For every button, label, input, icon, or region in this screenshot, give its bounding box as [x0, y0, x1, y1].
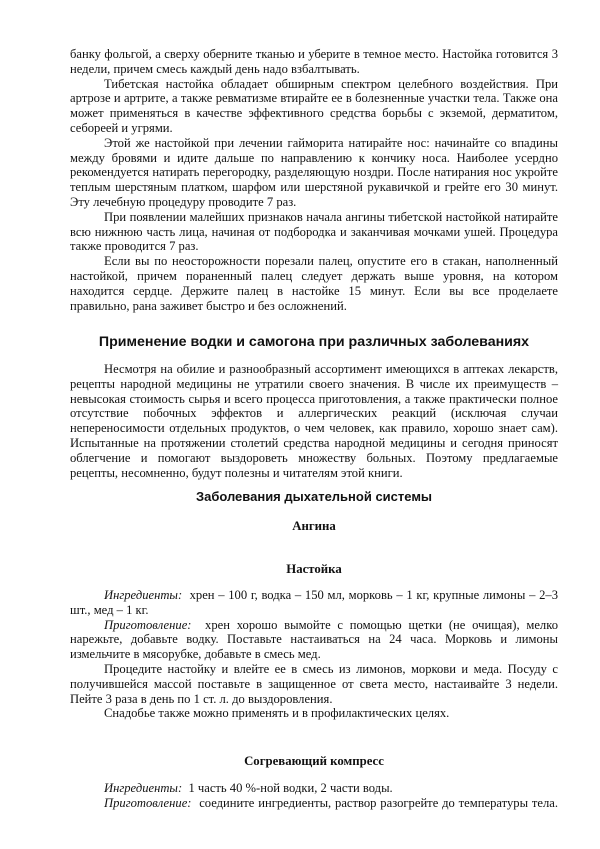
- paragraph: Тибетская настойка обладает обширным спектром целебного воздействия. При артрозе и артрите, а также ревматизме втирайте ее в болезненные участки тела. Также она может применяться в качестве эффективного средства борьбы с экземой, дерматитом, себореей и угрями.: [70, 76, 558, 135]
- paragraph: При появлении малейших признаков начала ангины тибетской настойкой натирайте всю нижнюю часть лица, начиная от подбородка и заканчивая мочками ушей. Процедура также проводится 7 раз.: [70, 209, 558, 254]
- ingredients: [70, 588, 558, 618]
- paragraph: Если вы по неосторожности порезали палец, опустите его в стакан, наполненный настойкой, причем пораненный палец следует держать выше уровня, на котором находится сердце. Держите палец в настойке 15 минут. Если вы все проделаете правильно, рана заживет быстро и без осложнений.: [70, 254, 558, 313]
- ingredients-text: хрен – 100 г, водка – 150 мл, морковь – 1 кг, крупные лимоны – 2–3 шт., мед – 1 кг.: [70, 588, 559, 617]
- section-title: Применение водки и самогона при различных заболеваниях: [98, 334, 530, 350]
- ingredients-text: 1 часть 40 %-ной водки, 2 части воды.: [188, 781, 393, 795]
- disease-title: Ангина: [292, 519, 336, 533]
- recipe-title: Согревающий компресс: [244, 754, 384, 768]
- paragraph: Снадобье также можно применять и в профилактических целях.: [104, 706, 450, 721]
- ingredients-label: Ингредиенты:: [104, 588, 183, 602]
- preparation: [70, 796, 558, 811]
- preparation-text: соедините ингредиенты, раствор разогрейте до температуры тела.: [199, 795, 558, 810]
- recipe-title: Настойка: [286, 562, 342, 576]
- recipe-1: [70, 588, 558, 721]
- ingredients: [70, 781, 558, 796]
- preparation-text: хрен хорошо вымойте с помощью щетки (не очищая), мелко нарежьте, добавьте водку. Поставьте настаиваться на 24 часа. Морковь и лимоны измельчите в мясорубке, добавьте в смесь мед.: [70, 617, 558, 662]
- recipe-2: [70, 781, 558, 811]
- ingredients-label: Ингредиенты:: [104, 781, 183, 795]
- preparation-label: Приготовление:: [104, 617, 192, 632]
- section-intro: [70, 362, 558, 480]
- paragraph: Несмотря на обилие и разнообразный ассортимент имеющихся в аптеках лекарств, рецепты народной медицины не утратили своего значения. В числе их преимуществ – невысокая стоимость сырья и всего процесса приготовления, а также практически полное отсутствие побочных эффектов и аллергических реакций (исключая случаи непереносимости отдельных продуктов, о чем человек, как правило, хорошо знает сам). Испытанные на протяжении столетий средства народной медицины и сегодня приносят облегчение и помогают выздороветь множеству больных. Поэтому предлагаемые рецепты, несомненно, будут полезны и читателям этой книги.: [70, 362, 558, 480]
- top-text: [70, 47, 558, 313]
- paragraph: Этой же настойкой при лечении гайморита натирайте нос: начинайте со впадины между бровями и идите дальше по направлению к кончику носа. Наиболее усердно рекомендуется натирать перегородку, разделяющую ноздри. После натирания нос укройте теплым шерстяным платком, шарфом или шерстяной рукавичкой и грейте его 30 минут. Эту лечебную процедуру проводите 7 раз.: [70, 135, 558, 209]
- preparation: [70, 618, 558, 662]
- preparation-label: Приготовление:: [104, 795, 192, 810]
- paragraph: Процедите настойку и влейте ее в смесь из лимонов, моркови и меда. Посуду с получившейся массой поставьте в защищенное от света место, настаивайте 3 недели. Пейте 3 раза в день по 1 ст. л. до выздоровления.: [70, 661, 558, 706]
- paragraph: банку фольгой, а сверху оберните тканью и уберите в темное место. Настойка готовится 3 недели, причем смесь каждый день надо взбалтывать.: [70, 47, 558, 76]
- subsection-title: Заболевания дыхательной системы: [195, 489, 433, 504]
